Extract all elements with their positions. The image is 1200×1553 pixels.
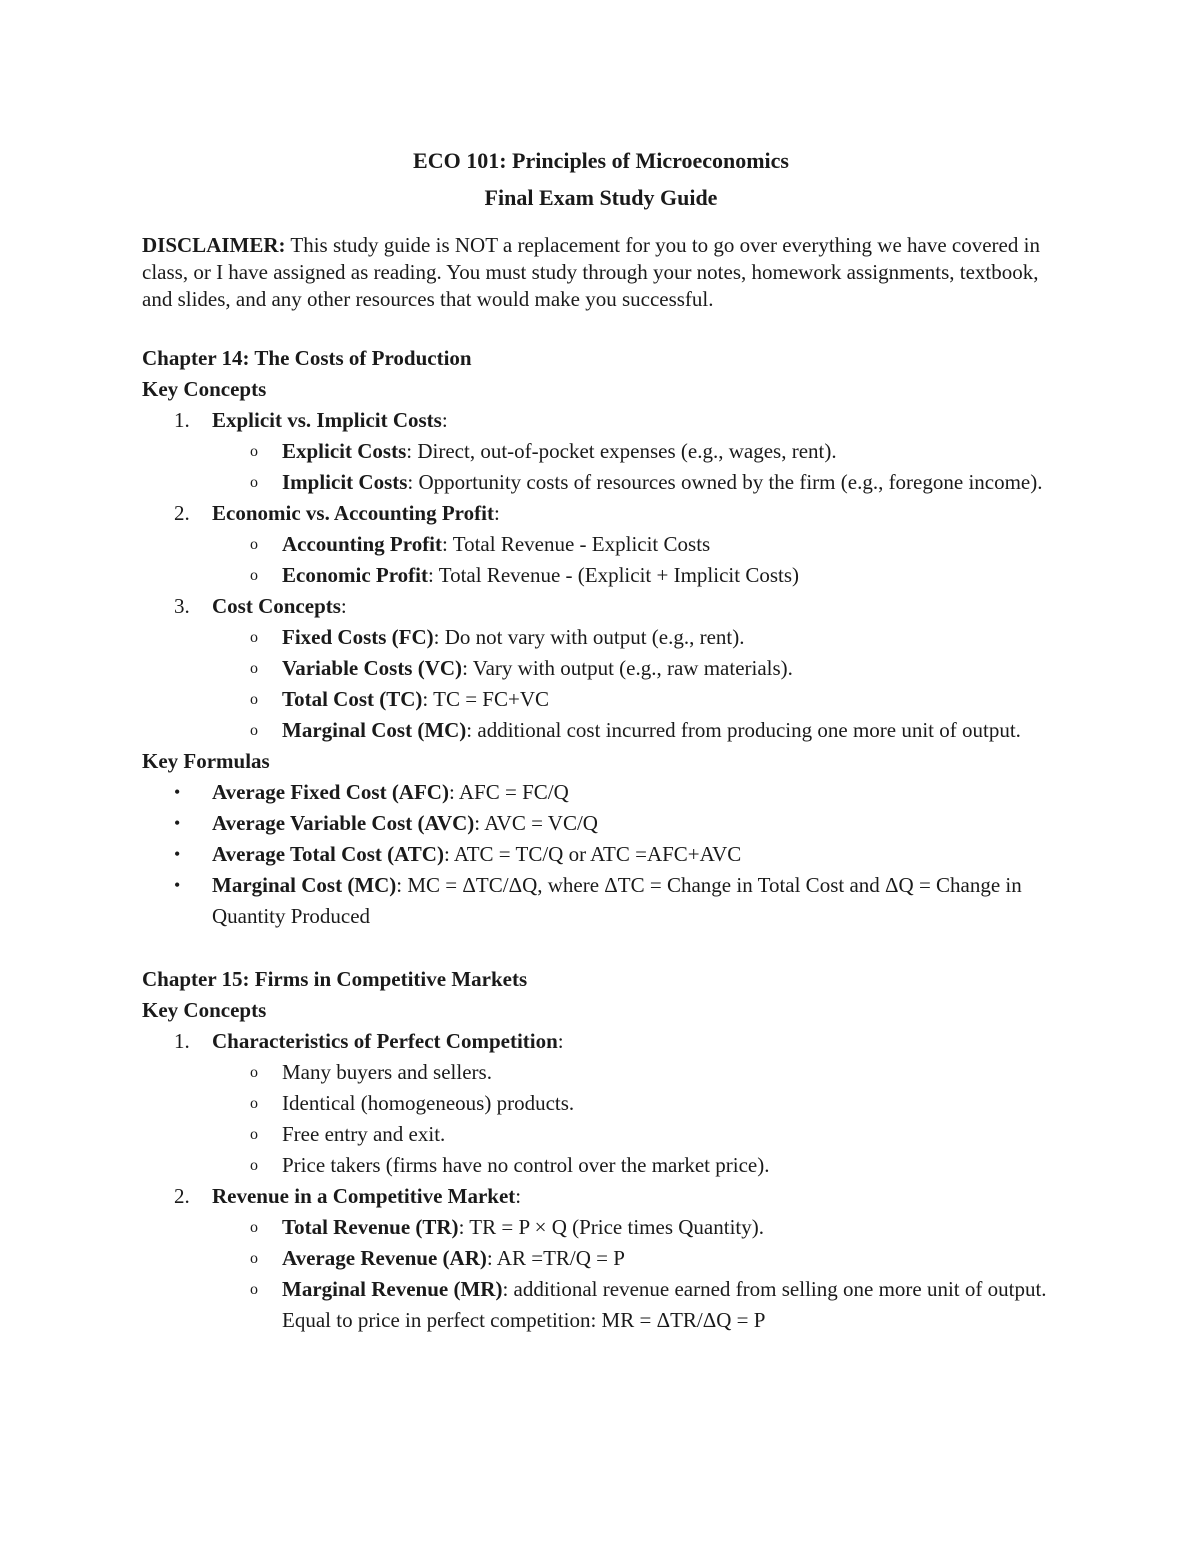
- sub-term: Marginal Cost (MC): [282, 718, 467, 742]
- sub-item: [142, 622, 1060, 653]
- sub-term: Implicit Costs: [282, 470, 408, 494]
- sub-text: : Total Revenue - (Explicit + Implicit Costs): [428, 563, 800, 587]
- sub-text: : Vary with output (e.g., raw materials).: [462, 656, 793, 680]
- item-colon: :: [515, 1184, 522, 1208]
- sub-item: [142, 1212, 1060, 1243]
- sub-text: Many buyers and sellers.: [282, 1060, 492, 1084]
- sub-item: [142, 529, 1060, 560]
- sub-item: [142, 1088, 1060, 1119]
- sub-item: [142, 684, 1060, 715]
- sub-text: : additional cost incurred from producing one more unit of output.: [466, 718, 1021, 742]
- sub-item: [142, 1243, 1060, 1274]
- sub-item: [142, 715, 1060, 746]
- bullet-marker: •: [174, 875, 181, 895]
- sub-text: : Direct, out-of-pocket expenses (e.g., wages, rent).: [406, 439, 837, 463]
- sub-term: Explicit Costs: [282, 439, 407, 463]
- formula-text: : ATC = TC/Q or ATC =AFC+AVC: [443, 842, 742, 866]
- sub-item: [142, 1119, 1060, 1150]
- sub-item: [142, 653, 1060, 684]
- concept-item: [142, 498, 1060, 529]
- bullet-marker: •: [174, 813, 181, 833]
- sub-term: Total Cost (TC): [282, 687, 423, 711]
- sub-marker: o: [250, 722, 258, 739]
- sub-term: Fixed Costs (FC): [282, 625, 434, 649]
- formula-term: Marginal Cost (MC): [212, 873, 397, 897]
- course-title: ECO 101: Principles of Microeconomics: [413, 148, 789, 173]
- disclaimer: [142, 232, 1060, 313]
- chapter-14-heading: Chapter 14: The Costs of Production: [142, 346, 472, 370]
- item-number: 1.: [174, 1029, 190, 1053]
- item-label: Revenue in a Competitive Market: [212, 1184, 516, 1208]
- sub-text: : TC = FC+VC: [422, 687, 549, 711]
- chapter-14: [142, 343, 1060, 932]
- item-number: 2.: [174, 501, 190, 525]
- sub-term: Accounting Profit: [282, 532, 443, 556]
- sub-text: : AR =TR/Q = P: [486, 1246, 625, 1270]
- formula-text: : AFC = FC/Q: [448, 780, 569, 804]
- bullet-marker: •: [174, 782, 181, 802]
- sub-item: [142, 436, 1060, 467]
- item-label: Economic vs. Accounting Profit: [212, 501, 494, 525]
- formula-text: : MC = ΔTC/ΔQ, where ΔTC = Change in Total Cost and ΔQ = Change in Quantity Produced: [212, 873, 1022, 928]
- key-concepts-heading: Key Concepts: [142, 377, 267, 401]
- concept-item: [142, 405, 1060, 436]
- sub-marker: o: [250, 1126, 258, 1143]
- sub-marker: o: [250, 474, 258, 491]
- item-colon: :: [340, 594, 347, 618]
- sub-text: Price takers (firms have no control over the market price).: [282, 1153, 770, 1177]
- key-formulas-heading: Key Formulas: [142, 749, 270, 773]
- guide-title: Final Exam Study Guide: [484, 185, 718, 210]
- sub-term: Average Revenue (AR): [282, 1246, 487, 1270]
- sub-marker: o: [250, 1250, 258, 1267]
- sub-text: : TR = P × Q (Price times Quantity).: [458, 1215, 764, 1239]
- item-colon: :: [493, 501, 500, 525]
- sub-item: [142, 1274, 1060, 1336]
- formula-term: Average Total Cost (ATC): [212, 842, 444, 866]
- bullet-marker: •: [174, 844, 181, 864]
- formula-term: Average Variable Cost (AVC): [212, 811, 475, 835]
- formula-item: [142, 808, 1060, 839]
- sub-marker: o: [250, 1095, 258, 1112]
- sub-marker: o: [250, 1064, 258, 1081]
- sub-marker: o: [250, 629, 258, 646]
- sub-term: Total Revenue (TR): [282, 1215, 459, 1239]
- sub-text: Identical (homogeneous) products.: [282, 1091, 575, 1115]
- item-colon: :: [557, 1029, 564, 1053]
- sub-marker: o: [250, 567, 258, 584]
- concept-item: [142, 591, 1060, 622]
- sub-text: : Do not vary with output (e.g., rent).: [433, 625, 745, 649]
- sub-item: [142, 1150, 1060, 1181]
- formula-term: Average Fixed Cost (AFC): [212, 780, 449, 804]
- item-number: 2.: [174, 1184, 190, 1208]
- title-block: [142, 142, 1060, 216]
- sub-item: [142, 467, 1060, 498]
- sub-text: : additional revenue earned from selling one more unit of output. Equal to price in perfect competition: MR = ΔTR/ΔQ = P: [282, 1277, 1047, 1332]
- disclaimer-text: This study guide is NOT a replacement for you to go over everything we have covered in class, or I have assigned as reading. You must study through your notes, homework assignments, textbook, and slides, and any other resources that would make you successful.: [142, 233, 1040, 311]
- item-label: Explicit vs. Implicit Costs: [212, 408, 442, 432]
- item-number: 3.: [174, 594, 190, 618]
- formula-item: [142, 839, 1060, 870]
- sub-item: [142, 560, 1060, 591]
- formula-item: [142, 870, 1060, 932]
- chapter-15: [142, 964, 1060, 1336]
- sub-marker: o: [250, 691, 258, 708]
- sub-marker: o: [250, 443, 258, 460]
- concept-item: [142, 1181, 1060, 1212]
- concept-item: [142, 1026, 1060, 1057]
- sub-term: Marginal Revenue (MR): [282, 1277, 503, 1301]
- formula-item: [142, 777, 1060, 808]
- sub-term: Variable Costs (VC): [282, 656, 463, 680]
- sub-marker: o: [250, 536, 258, 553]
- sub-marker: o: [250, 660, 258, 677]
- item-label: Characteristics of Perfect Competition: [212, 1029, 558, 1053]
- item-number: 1.: [174, 408, 190, 432]
- chapter-15-heading: Chapter 15: Firms in Competitive Markets: [142, 967, 528, 991]
- disclaimer-label: DISCLAIMER:: [142, 233, 286, 257]
- sub-marker: o: [250, 1281, 258, 1298]
- sub-item: [142, 1057, 1060, 1088]
- key-concepts-heading: Key Concepts: [142, 998, 267, 1022]
- sub-marker: o: [250, 1157, 258, 1174]
- sub-text: : Total Revenue - Explicit Costs: [442, 532, 711, 556]
- sub-text: Free entry and exit.: [282, 1122, 446, 1146]
- sub-term: Economic Profit: [282, 563, 428, 587]
- item-label: Cost Concepts: [212, 594, 341, 618]
- formula-text: : AVC = VC/Q: [474, 811, 598, 835]
- sub-marker: o: [250, 1219, 258, 1236]
- sub-text: : Opportunity costs of resources owned by the firm (e.g., foregone income).: [407, 470, 1043, 494]
- item-colon: :: [441, 408, 448, 432]
